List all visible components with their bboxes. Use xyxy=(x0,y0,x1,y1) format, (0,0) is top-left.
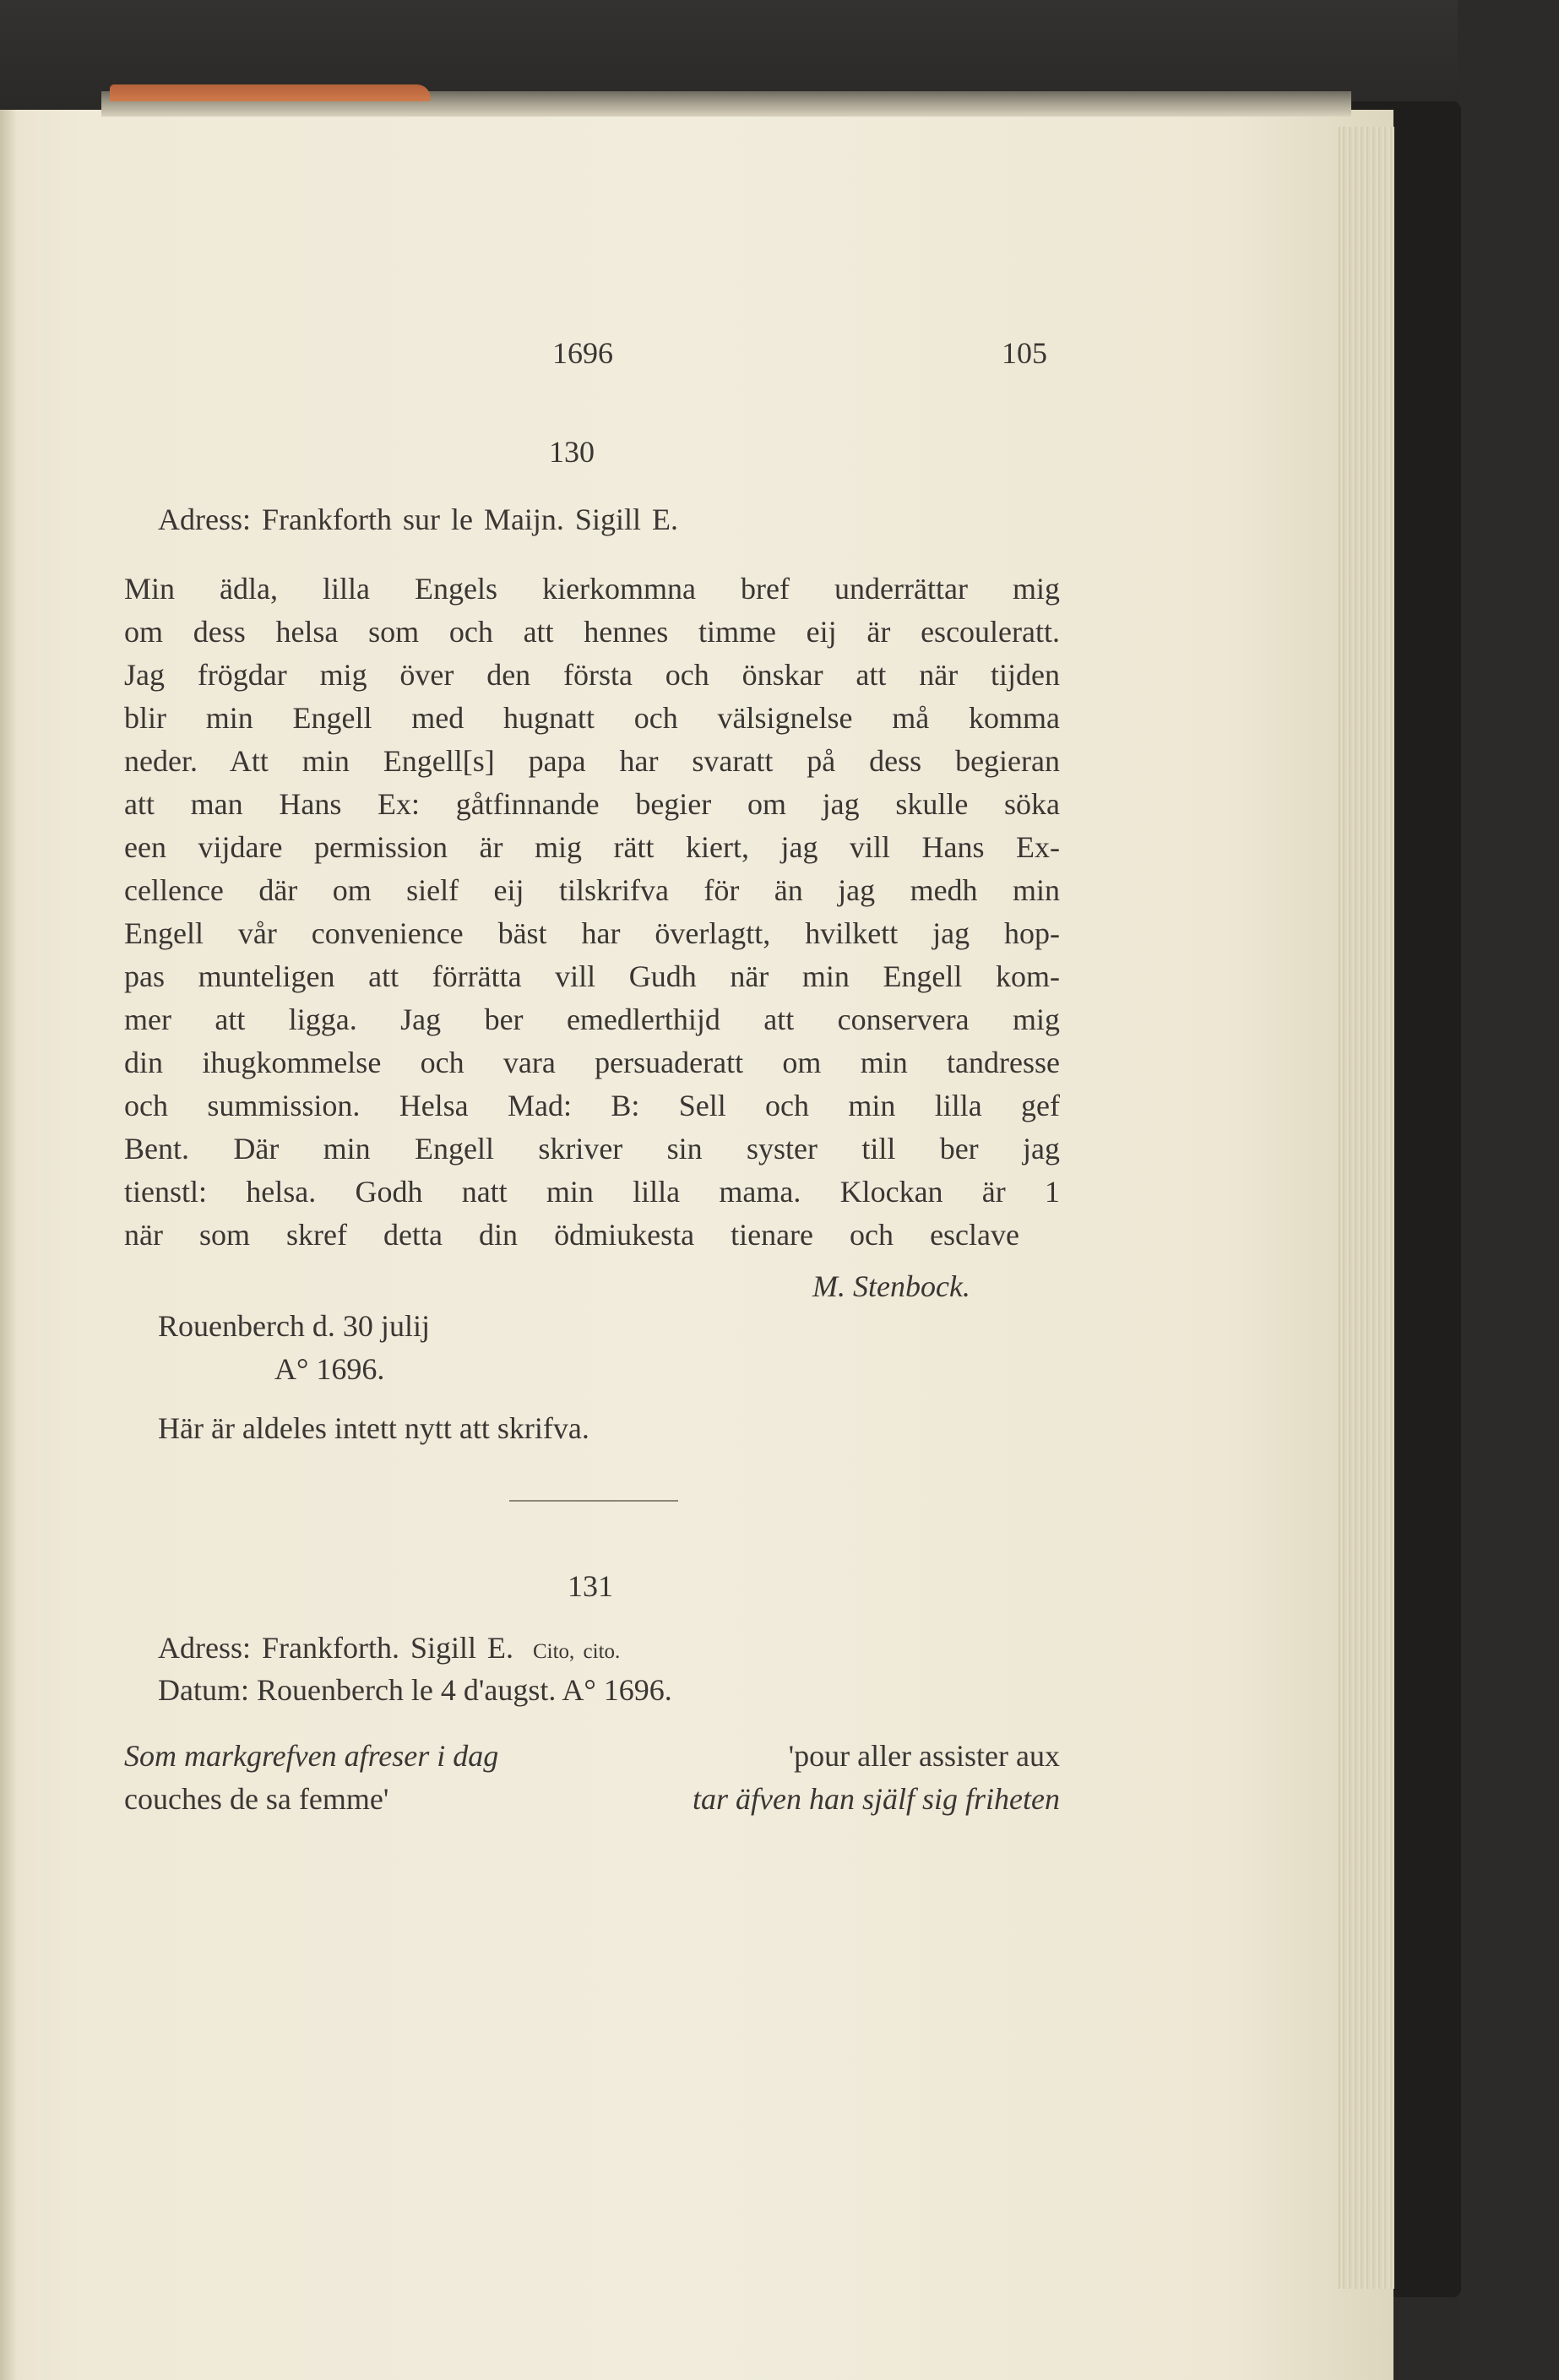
body-line: din ihugkommelse och vara persuaderatt om min tandresse xyxy=(124,1046,1060,1079)
page-number: 105 xyxy=(1002,336,1047,370)
body-line: om dess helsa som och att hennes timme eij är escouleratt. xyxy=(124,615,1060,649)
body-line: tienstl: helsa. Godh natt min lilla mama. Klockan är 1 xyxy=(124,1175,1060,1209)
italic-text: tar äfven han själf sig friheten xyxy=(693,1782,1060,1816)
letter-131-line-2 xyxy=(124,1778,1060,1820)
body-line: cellence där om sielf eij tilskrifva för än jag medh min xyxy=(124,873,1060,907)
letter-131-datum: Datum: Rouenberch le 4 d'augst. A° 1696. xyxy=(158,1673,672,1707)
body-line: Engell vår convenience bäst har överlagtt, hvilkett jag hop- xyxy=(124,916,1060,950)
header-year: 1696 xyxy=(552,336,613,370)
letter-130-year: A° 1696. xyxy=(274,1352,385,1386)
body-line: när som skref detta din ödmiukesta tienare och esclave xyxy=(124,1218,1019,1252)
letter-131-address-note: Cito, cito. xyxy=(532,1640,621,1663)
italic-text: Som markgrefven afreser i dag xyxy=(124,1739,499,1773)
body-line: een vijdare permission är mig rätt kiert, jag vill Hans Ex- xyxy=(124,830,1060,864)
letter-separator-rule xyxy=(509,1500,678,1502)
letter-130-postscript: Här är aldeles intett nytt att skrifva. xyxy=(158,1411,589,1445)
body-line: att man Hans Ex: gåtfinnande begier om jag skulle söka xyxy=(124,787,1060,821)
roman-text: couches de sa femme' xyxy=(124,1782,389,1816)
body-line: mer att ligga. Jag ber emedlerthijd att conservera mig xyxy=(124,1003,1060,1036)
body-line: och summission. Helsa Mad: B: Sell och min lilla gef xyxy=(124,1089,1060,1122)
letter-number-131: 131 xyxy=(568,1569,613,1603)
body-line: neder. Att min Engell[s] papa har svaratt på dess begieran xyxy=(124,744,1060,778)
body-line: Min ädla, lilla Engels kierkommna bref underrättar mig xyxy=(124,572,1060,606)
body-line: Jag frögdar mig över den första och önskar att när tijden xyxy=(124,658,1060,692)
page-gutter-shadow xyxy=(0,110,17,2380)
letter-131-address-main: Adress: Frankforth. Sigill E. xyxy=(158,1631,513,1665)
bookmark-ribbon xyxy=(110,84,431,101)
letter-number-130: 130 xyxy=(549,435,595,469)
roman-text: 'pour aller assister aux xyxy=(788,1739,1060,1773)
letter-131-line-1 xyxy=(124,1735,1060,1777)
body-line: pas munteligen att förrätta vill Gudh när min Engell kom- xyxy=(124,959,1060,993)
letter-130-signature: M. Stenbock. xyxy=(812,1269,970,1303)
page-edges xyxy=(1339,127,1394,2289)
body-line: Bent. Där min Engell skriver sin syster till ber jag xyxy=(124,1132,1060,1166)
body-line: blir min Engell med hugnatt och välsignelse må komma xyxy=(124,701,1060,735)
scan-background-right xyxy=(1458,0,1559,2380)
letter-130-address: Adress: Frankforth sur le Maijn. Sigill E. xyxy=(158,503,678,536)
letter-130-place-date: Rouenberch d. 30 julij xyxy=(158,1309,430,1343)
letter-131-address xyxy=(158,1627,620,1673)
